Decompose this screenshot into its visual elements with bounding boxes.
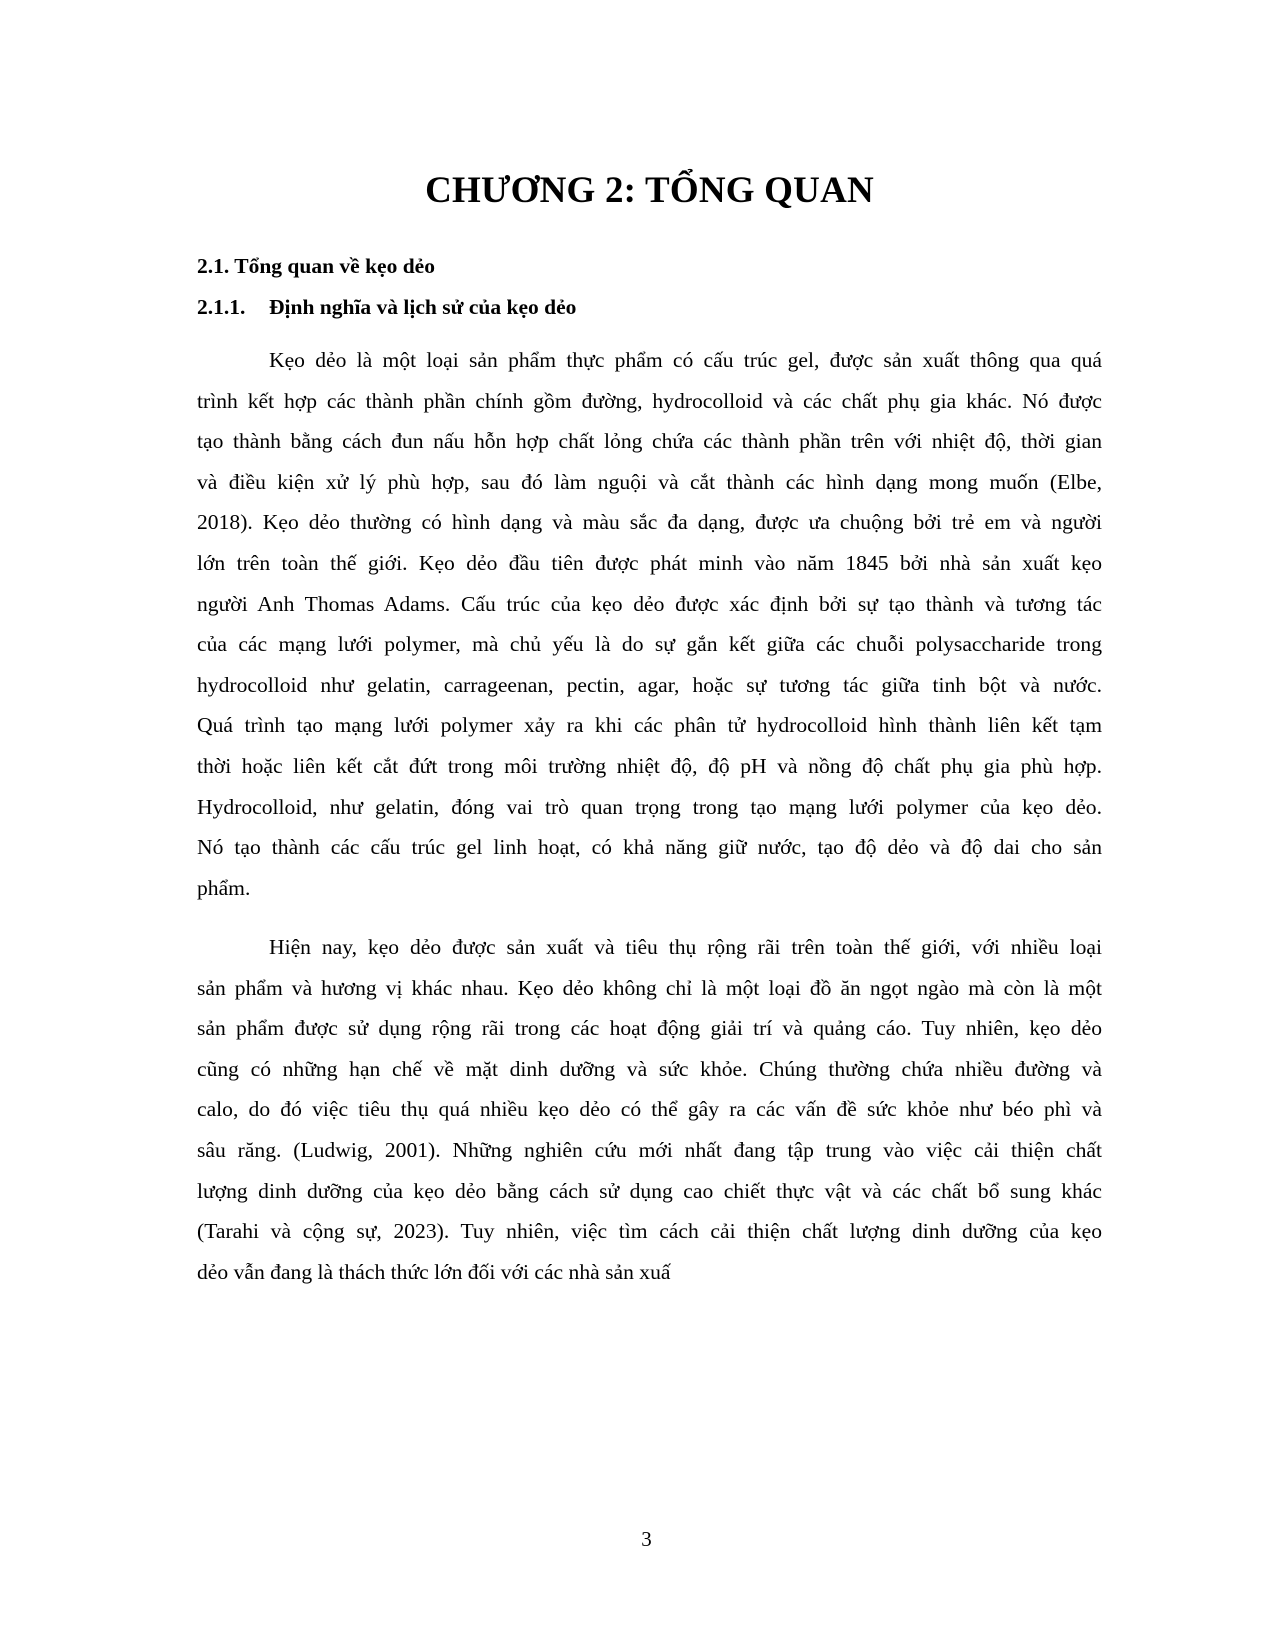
paragraph-line: trình kết hợp các thành phần chính gồm đường, hydrocolloid và các chất phụ gia khác. Nó được bbox=[197, 388, 1102, 413]
paragraph-line: tạo thành bằng cách đun nấu hỗn hợp chất lỏng chứa các thành phần trên với nhiệt độ, thời gian bbox=[197, 429, 1102, 454]
paragraph-line: người Anh Thomas Adams. Cấu trúc của kẹo dẻo được xác định bởi sự tạo thành và tương tác bbox=[197, 591, 1102, 616]
paragraph-line: và điều kiện xử lý phù hợp, sau đó làm nguội và cắt thành các hình dạng mong muốn (Elbe, bbox=[197, 469, 1102, 494]
paragraph-line: Nó tạo thành các cấu trúc gel linh hoạt, có khả năng giữ nước, tạo độ dẻo và độ dai cho sản bbox=[197, 835, 1102, 860]
paragraph-line: Hydrocolloid, như gelatin, đóng vai trò quan trọng trong tạo mạng lưới polymer của kẹo dẻo. bbox=[197, 794, 1102, 819]
subsection-heading bbox=[197, 291, 576, 323]
paragraph-line: thời hoặc liên kết cắt đứt trong môi trường nhiệt độ, độ pH và nồng độ chất phụ gia phù hợp. bbox=[197, 753, 1102, 778]
paragraph-line: Kẹo dẻo là một loại sản phẩm thực phẩm có cấu trúc gel, được sản xuất thông qua quá bbox=[269, 348, 1102, 372]
paragraph-line: lớn trên toàn thế giới. Kẹo dẻo đầu tiên được phát minh vào năm 1845 bởi nhà sản xuất kẹo bbox=[197, 550, 1102, 575]
paragraph-line: hydrocolloid như gelatin, carrageenan, pectin, agar, hoặc sự tương tác giữa tinh bột và nước. bbox=[197, 672, 1102, 697]
paragraph-line: của các mạng lưới polymer, mà chủ yếu là do sự gắn kết giữa các chuỗi polysaccharide trong bbox=[197, 632, 1102, 657]
paragraph-line: cũng có những hạn chế về mặt dinh dưỡng và sức khỏe. Chúng thường chứa nhiều đường và bbox=[197, 1056, 1102, 1081]
subsection-number: 2.1.1. bbox=[197, 295, 246, 319]
paragraph-line: sản phẩm được sử dụng rộng rãi trong các hoạt động giải trí và quảng cáo. Tuy nhiên, kẹo dẻo bbox=[197, 1016, 1102, 1041]
paragraph-line: Hiện nay, kẹo dẻo được sản xuất và tiêu thụ rộng rãi trên toàn thế giới, với nhiều loại bbox=[269, 935, 1102, 959]
body-paragraph-1 bbox=[197, 340, 1102, 908]
paragraph-line: 2018). Kẹo dẻo thường có hình dạng và màu sắc đa dạng, được ưa chuộng bởi trẻ em và người bbox=[197, 510, 1102, 535]
chapter-title: CHƯƠNG 2: TỔNG QUAN bbox=[425, 170, 874, 211]
paragraph-line: Quá trình tạo mạng lưới polymer xảy ra khi các phân tử hydrocolloid hình thành liên kết tạm bbox=[197, 713, 1102, 738]
body-paragraph-2 bbox=[197, 927, 1102, 1292]
paragraph-line: sản phẩm và hương vị khác nhau. Kẹo dẻo không chỉ là một loại đồ ăn ngọt ngào mà còn là một bbox=[197, 975, 1102, 1000]
section-heading: 2.1. Tổng quan về kẹo dẻo bbox=[197, 254, 435, 278]
subsection-title: Định nghĩa và lịch sử của kẹo dẻo bbox=[269, 295, 577, 319]
page-number: 3 bbox=[641, 1527, 652, 1551]
paragraph-line: dẻo vẫn đang là thách thức lớn đối với các nhà sản xuấ bbox=[197, 1259, 671, 1284]
paragraph-line: (Tarahi và cộng sự, 2023). Tuy nhiên, việc tìm cách cải thiện chất lượng dinh dưỡng của kẹo bbox=[197, 1219, 1102, 1244]
paragraph-line: calo, do đó việc tiêu thụ quá nhiều kẹo dẻo có thể gây ra các vấn đề sức khỏe như béo phì và bbox=[197, 1097, 1102, 1122]
paragraph-line: phẩm. bbox=[197, 875, 251, 900]
paragraph-line: sâu răng. (Ludwig, 2001). Những nghiên cứu mới nhất đang tập trung vào việc cải thiện chất bbox=[197, 1137, 1102, 1162]
paragraph-line: lượng dinh dưỡng của kẹo dẻo bằng cách sử dụng cao chiết thực vật và các chất bổ sung khác bbox=[197, 1178, 1102, 1203]
